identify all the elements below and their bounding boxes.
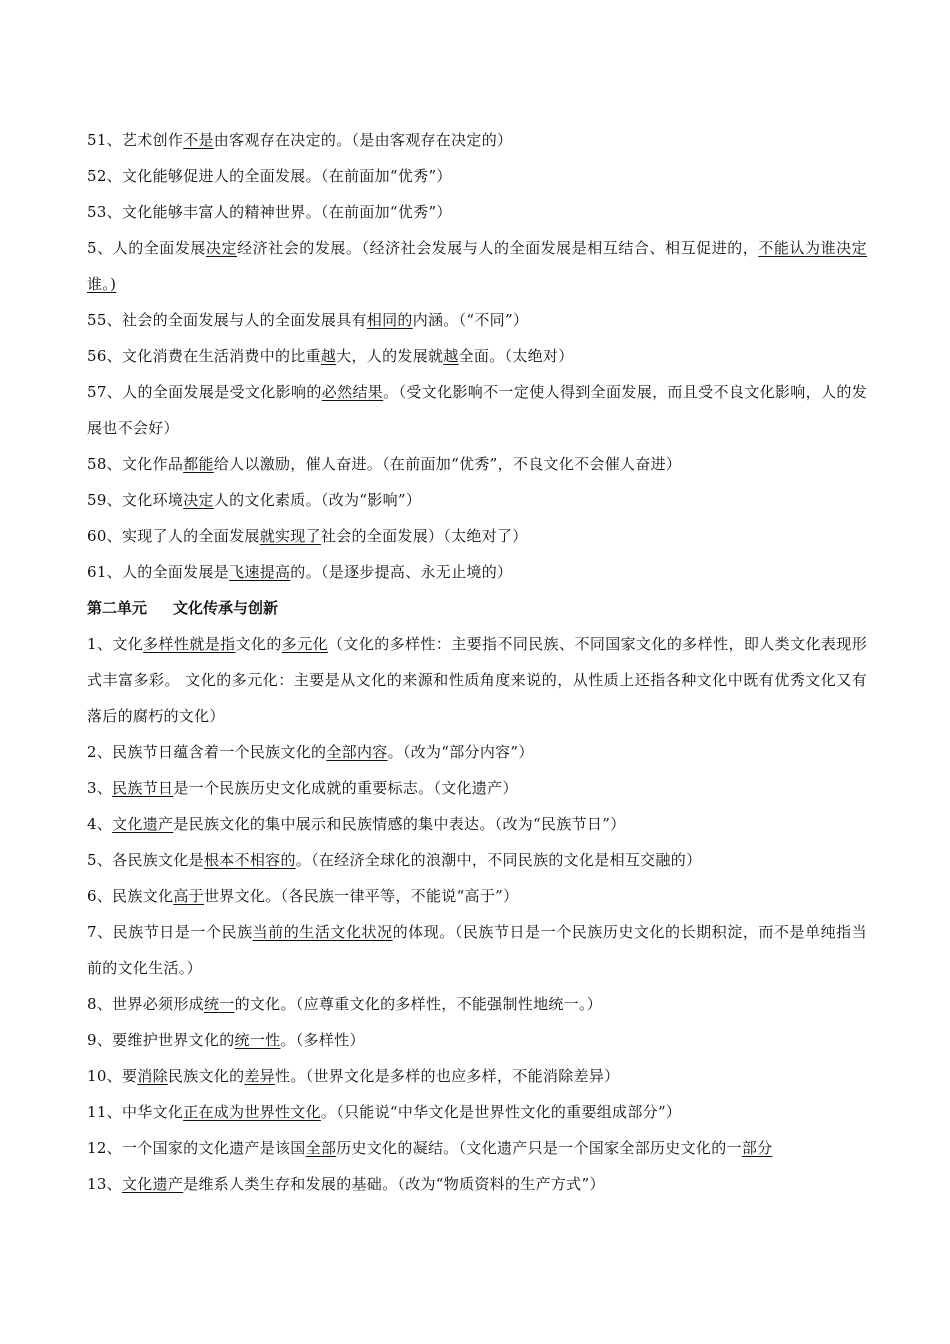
statement-item: [87, 158, 867, 194]
underlined-text: 部分: [741, 1139, 773, 1157]
underlined-text: 决定: [183, 491, 214, 509]
underlined-text: 民族节日: [112, 779, 174, 797]
text-segment: 55、社会的全面发展与人的全面发展具有: [87, 311, 367, 329]
text-segment: 全面。（太绝对）: [458, 347, 574, 365]
text-segment: 。（改为“部分内容”）: [387, 743, 534, 761]
text-segment: 7、民族节日是一个民族: [87, 923, 253, 941]
statement-item: [87, 518, 867, 554]
underlined-text: 决定: [205, 239, 238, 257]
underlined-text: 文化遗产: [112, 815, 174, 833]
statement-item: [87, 446, 867, 482]
text-segment: 6、民族文化: [87, 887, 174, 905]
statement-item: [87, 914, 867, 986]
statement-item: [87, 302, 867, 338]
text-segment: 9、要维护世界文化的: [87, 1031, 235, 1049]
text-segment: 民族文化的: [167, 1067, 245, 1085]
text-segment: 2、民族节日蕴含着一个民族文化的: [87, 743, 327, 761]
underlined-text: 越: [443, 347, 459, 365]
underlined-text: 高于: [173, 887, 204, 905]
underlined-text: 多元化: [281, 635, 329, 653]
text-segment: 8、世界必须形成: [87, 995, 204, 1013]
text-segment: 51、艺术创作: [87, 131, 184, 149]
statement-item: [87, 230, 867, 302]
underlined-text: 全部内容: [326, 743, 388, 761]
text-segment: 3、: [87, 779, 113, 797]
text-segment: （文化的多样性：主要指不同民族、不同国家文化的多样性，即人类文化表现形式丰富多彩。 文化的多元化：主要是从文化的来源和性质角度来说的，从性质上还指各种文化中既有优秀文化又有落后的腐朽的文化）: [87, 635, 867, 725]
text-segment: 内涵。（“不同”）: [412, 311, 529, 329]
text-segment: 的。（是逐步提高、永无止境的）: [290, 563, 513, 581]
statement-item: [87, 842, 867, 878]
text-segment: 13、: [87, 1175, 122, 1193]
text-segment: 1、文化: [87, 635, 144, 653]
statement-item: [87, 770, 867, 806]
text-segment: 是一个民族历史文化成就的重要标志。（文化遗产）: [173, 779, 518, 797]
section-heading: [87, 590, 867, 626]
underlined-text: 统一性: [234, 1031, 281, 1049]
underlined-text: 都能: [183, 455, 214, 473]
text-segment: 。（多样性）: [280, 1031, 365, 1049]
text-segment: 5、各民族文化是: [87, 851, 204, 869]
text-segment: 是民族文化的集中展示和民族情感的集中表达。（改为“民族节日”）: [173, 815, 626, 833]
text-segment: 经济社会的发展。（经济社会发展与人的全面发展是相互结合、相互促进的，: [237, 239, 759, 257]
text-segment: 11、中华文化: [87, 1103, 184, 1121]
text-segment: 12、一个国家的文化遗产是该国: [87, 1139, 306, 1157]
text-segment: 56、文化消费在生活消费中的比重: [87, 347, 321, 365]
underlined-text: 统一: [203, 995, 235, 1013]
underlined-text: 全部: [305, 1139, 337, 1157]
text-segment: 59、文化环境: [87, 491, 184, 509]
statement-item: [87, 1022, 867, 1058]
text-segment: 大，人的发展就: [336, 347, 444, 365]
underlined-text: 越: [320, 347, 337, 365]
text-segment: 文化的: [235, 635, 282, 653]
statement-item: [87, 1130, 867, 1166]
statement-item: [87, 1166, 867, 1202]
text-segment: 的文化。（应尊重文化的多样性，不能强制性地统一。）: [234, 995, 603, 1013]
statement-item: [87, 1094, 867, 1130]
statement-item: [87, 338, 867, 374]
text-segment: 人的文化素质。（改为“影响”）: [213, 491, 422, 509]
underlined-text: 消除: [137, 1067, 168, 1085]
underlined-text: 必然结果: [321, 383, 384, 401]
statement-item: [87, 626, 867, 734]
underlined-text: 差异: [244, 1067, 276, 1085]
underlined-text: 正在成为世界性文化: [183, 1103, 321, 1121]
statement-item: [87, 122, 867, 158]
text-segment: 58、文化作品: [87, 455, 184, 473]
text-segment: 10、要: [87, 1067, 138, 1085]
text-segment: 60、实现了人的全面发展: [87, 527, 260, 545]
underlined-text: 就实现了: [259, 527, 321, 545]
statement-item: [87, 986, 867, 1022]
statement-item: [87, 482, 867, 518]
underlined-text: 相同的: [366, 311, 413, 329]
document-page: [87, 122, 867, 1202]
text-segment: 5、人的全面发展: [87, 239, 206, 257]
statement-item: [87, 806, 867, 842]
underlined-text: 多样性就是指: [143, 635, 236, 653]
text-segment: 给人以激励，催人奋进。（在前面加“优秀”，不良文化不会催人奋进）: [213, 455, 682, 473]
statement-item: [87, 878, 867, 914]
underlined-text: 不是: [183, 131, 214, 149]
text-segment: 历史文化的凝结。（文化遗产只是一个国家全部历史文化的一: [336, 1139, 742, 1157]
text-segment: 4、: [87, 815, 113, 833]
text-segment: 由客观存在决定的。（是由客观存在决定的）: [213, 131, 513, 149]
text-segment: 。（受文化影响不一定使人得到全面发展，而且受不良文化影响，人的发展也不会好）: [87, 383, 868, 437]
section-title: 文化传承与创新: [173, 599, 279, 617]
text-segment: 61、人的全面发展是: [87, 563, 230, 581]
text-segment: 53、文化能够丰富人的精神世界。（在前面加“优秀”）: [87, 203, 452, 221]
text-segment: 社会的全面发展）（太绝对了）: [320, 527, 528, 545]
text-segment: 是维系人类生存和发展的基础。（改为“物质资料的生产方式”）: [183, 1175, 605, 1193]
text-segment: 。（在经济全球化的浪潮中，不同民族的文化是相互交融的）: [295, 851, 702, 869]
text-segment: 世界文化。（各民族一律平等，不能说“高于”）: [203, 887, 519, 905]
text-segment: 性。（世界文化是多样的也应多样，不能消除差异）: [275, 1067, 620, 1085]
text-segment: 的体现。（民族节日是一个民族历史文化的长期积淀，而不是单纯指当前的文化生活。）: [87, 923, 867, 977]
text-segment: 52、文化能够促进人的全面发展。（在前面加“优秀”）: [87, 167, 452, 185]
statement-item: [87, 374, 867, 446]
statement-item: [87, 734, 867, 770]
section-unit: 第二单元: [87, 599, 148, 617]
text-segment: 57、人的全面发展是受文化影响的: [87, 383, 322, 401]
statement-item: [87, 1058, 867, 1094]
underlined-text: 飞速提高: [229, 563, 291, 581]
underlined-text: 根本不相容的: [203, 851, 296, 869]
underlined-text: 当前的生活文化状况: [252, 923, 393, 941]
statement-item: [87, 194, 867, 230]
underlined-text: ): [110, 275, 117, 293]
statement-item: [87, 554, 867, 590]
underlined-text: 不能认为谁决定谁。: [87, 239, 867, 293]
underlined-text: 文化遗产: [122, 1175, 184, 1193]
text-segment: 。（只能说“中华文化是世界性文化的重要组成部分”）: [320, 1103, 682, 1121]
